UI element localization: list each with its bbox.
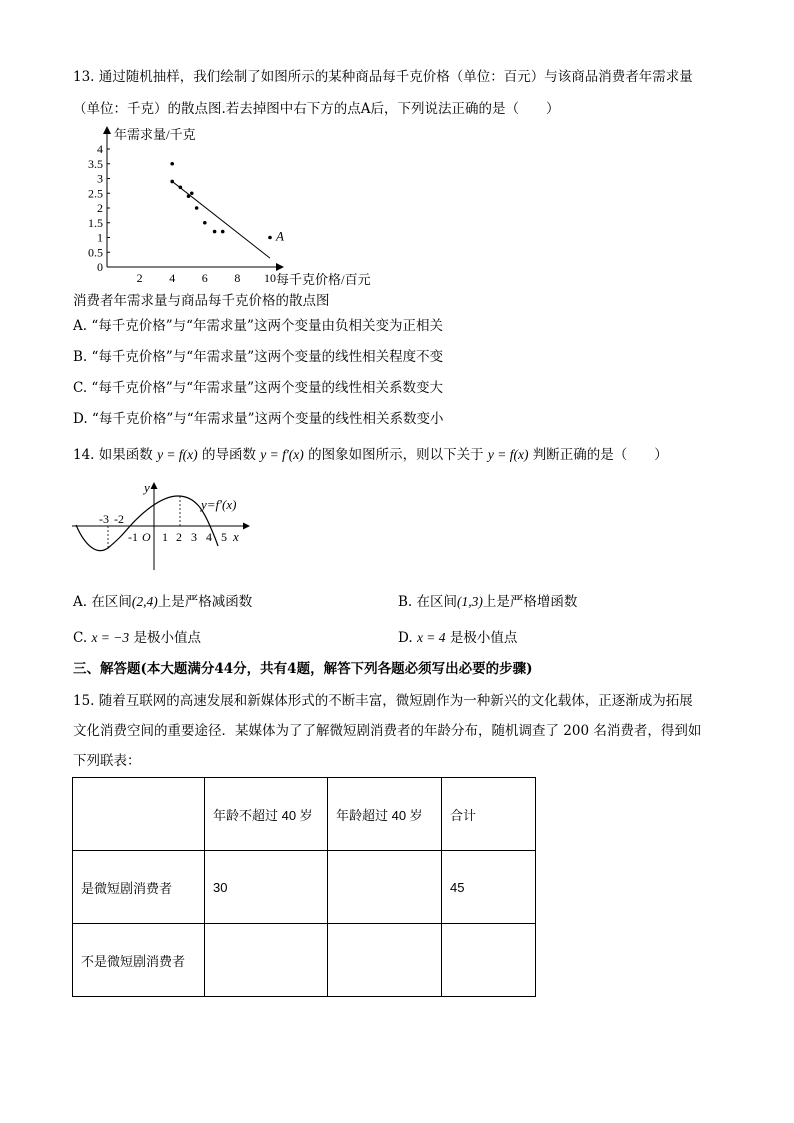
q14-fn-2: y = f(x) xyxy=(487,447,529,462)
q14-option-a-interval: (2,4) xyxy=(131,594,158,609)
q14-derivative-graph xyxy=(70,478,260,573)
q14-option-d-post: 是极小值点 xyxy=(449,630,518,646)
table-cell[interactable] xyxy=(205,924,328,997)
q13-line1: 13. 通过随机抽样，我们绘制了如图所示的某种商品每千克价格（单位：百元）与该商品消费者年需求量 xyxy=(73,69,693,85)
scatter-point xyxy=(195,206,199,210)
y-tick-label: 2.5 xyxy=(88,186,103,201)
x-tick-label: 8 xyxy=(234,271,241,285)
scatter-point xyxy=(221,230,225,234)
q14-prefix: 14. 如果函数 xyxy=(73,447,153,463)
q13-scatter-chart xyxy=(70,122,390,290)
q14-curve-label: y=f′(x) xyxy=(201,497,237,512)
q14-x-axis-label: x xyxy=(233,529,239,544)
q14-tick-1: 1 xyxy=(162,530,168,544)
table-cell[interactable] xyxy=(328,924,442,997)
table-cell[interactable]: 45 xyxy=(442,851,536,924)
q13-line2: （单位：千克）的散点图.若去掉图中右下方的点A后，下列说法正确的是（ ） xyxy=(73,101,560,117)
q13-y-label: 年需求量/千克 xyxy=(114,127,196,142)
q14-option-b-post: 上是严格增函数 xyxy=(482,594,578,610)
q14-origin: O xyxy=(142,530,151,544)
scatter-point xyxy=(190,191,194,195)
q14-tick-3: 3 xyxy=(191,530,197,544)
table-header-cell: 合计 xyxy=(442,778,536,851)
q14-tick-5: 5 xyxy=(221,530,227,544)
q13-x-label: 每千克价格/百元 xyxy=(276,272,371,287)
table-row xyxy=(73,778,536,851)
q14-option-c-label: C. xyxy=(73,630,88,646)
table-cell: 是微短剧消费者 xyxy=(73,851,205,924)
q14-dfn: y = f′(x) xyxy=(260,447,304,462)
q14-option-a[interactable] xyxy=(73,593,252,611)
q14-option-a-label: A. xyxy=(73,594,88,610)
scatter-point xyxy=(179,186,183,190)
x-tick-label: 10 xyxy=(264,271,276,285)
q14-y-axis-label: y xyxy=(144,480,150,495)
q14-option-b-pre: 在区间 xyxy=(416,594,458,610)
table-header-cell: 年龄超过 40 岁 xyxy=(328,778,442,851)
y-tick-label: 2 xyxy=(97,201,103,215)
table-cell[interactable] xyxy=(442,924,536,997)
table-header-cell: 年龄不超过 40 岁 xyxy=(205,778,328,851)
q14-tick-minus1: -1 xyxy=(128,530,138,544)
y-tick-label: 1 xyxy=(97,230,103,245)
q14-option-c-math: x = −3 xyxy=(91,630,130,645)
q14-suffix: 判断正确的是（ ） xyxy=(532,447,668,463)
q13-option-d[interactable]: D. “每千克价格”与“年需求量”这两个变量的线性相关系数变小 xyxy=(73,411,444,427)
q13-option-a[interactable]: A. “每千克价格”与“年需求量”这两个变量由负相关变为正相关 xyxy=(73,318,443,334)
y-tick-label: 0 xyxy=(97,260,103,274)
table-cell[interactable]: 30 xyxy=(205,851,328,924)
q14-tick-4: 4 xyxy=(206,530,212,544)
table-cell: 不是微短剧消费者 xyxy=(73,924,205,997)
q14-fn: y = f(x) xyxy=(157,447,198,462)
x-tick-label: 6 xyxy=(201,271,208,285)
table-row xyxy=(73,924,536,997)
scatter-point xyxy=(268,236,272,240)
q14-option-b[interactable] xyxy=(398,593,577,611)
q13-option-b[interactable]: B. “每千克价格”与“年需求量”这两个变量的线性相关程度不变 xyxy=(73,349,444,365)
scatter-point xyxy=(203,221,207,225)
y-tick-label: 3.5 xyxy=(88,156,103,171)
table-header-cell xyxy=(73,778,205,851)
scatter-point xyxy=(170,162,174,166)
table-row xyxy=(73,851,536,924)
q15-line1: 15. 随着互联网的高速发展和新媒体形式的不断丰富，微短剧作为一种新兴的文化载体，正逐渐成为拓展 xyxy=(73,693,693,709)
q14-option-a-pre: 在区间 xyxy=(91,594,132,610)
scatter-point xyxy=(187,194,191,198)
q14-tick-2: 2 xyxy=(176,530,182,544)
q13-option-c[interactable]: C. “每千克价格”与“年需求量”这两个变量的线性相关系数变大 xyxy=(73,380,444,396)
q14-mid2: 的图象如图所示，则以下关于 xyxy=(308,447,484,463)
q14-option-d-label: D. xyxy=(398,630,413,646)
x-tick-label: 2 xyxy=(136,271,143,285)
y-tick-label: 0.5 xyxy=(88,245,103,260)
y-tick-label: 4 xyxy=(97,142,103,156)
q14-option-c-post: 是极小值点 xyxy=(133,630,201,646)
x-tick-label: 4 xyxy=(169,271,176,285)
q13-caption: 消费者年需求量与商品每千克价格的散点图 xyxy=(73,293,330,309)
y-tick-label: 1.5 xyxy=(88,215,103,230)
q14-mid: 的导函数 xyxy=(201,447,256,463)
q14-tick-minus3: -3 xyxy=(99,512,109,526)
q14-option-d[interactable] xyxy=(398,629,517,647)
q14-stem xyxy=(73,446,668,464)
q14-option-a-post: 上是严格减函数 xyxy=(157,594,253,610)
q15-line2: 文化消费空间的重要途径．某媒体为了了解微短剧消费者的年龄分布，随机调查了 200 名消费者，得到如 xyxy=(73,723,702,739)
q13-regression-line xyxy=(172,181,270,258)
q13-point-label-a: A xyxy=(276,228,284,244)
q15-line3: 下列联表： xyxy=(73,753,141,769)
q14-tick-minus2: -2 xyxy=(114,512,124,526)
y-tick-label: 3 xyxy=(97,171,103,186)
scatter-point xyxy=(213,230,217,234)
table-cell[interactable] xyxy=(328,851,442,924)
q14-option-b-interval: (1,3) xyxy=(457,594,483,609)
section3-heading: 三、解答题(本大题满分44分，共有4题，解答下列各题必须写出必要的步骤) xyxy=(73,661,533,677)
q14-option-d-math: x = 4 xyxy=(416,630,446,645)
q14-option-c[interactable] xyxy=(73,629,201,647)
q14-option-b-label: B. xyxy=(398,594,413,610)
q15-contingency-table xyxy=(72,777,536,997)
scatter-point xyxy=(170,180,174,184)
